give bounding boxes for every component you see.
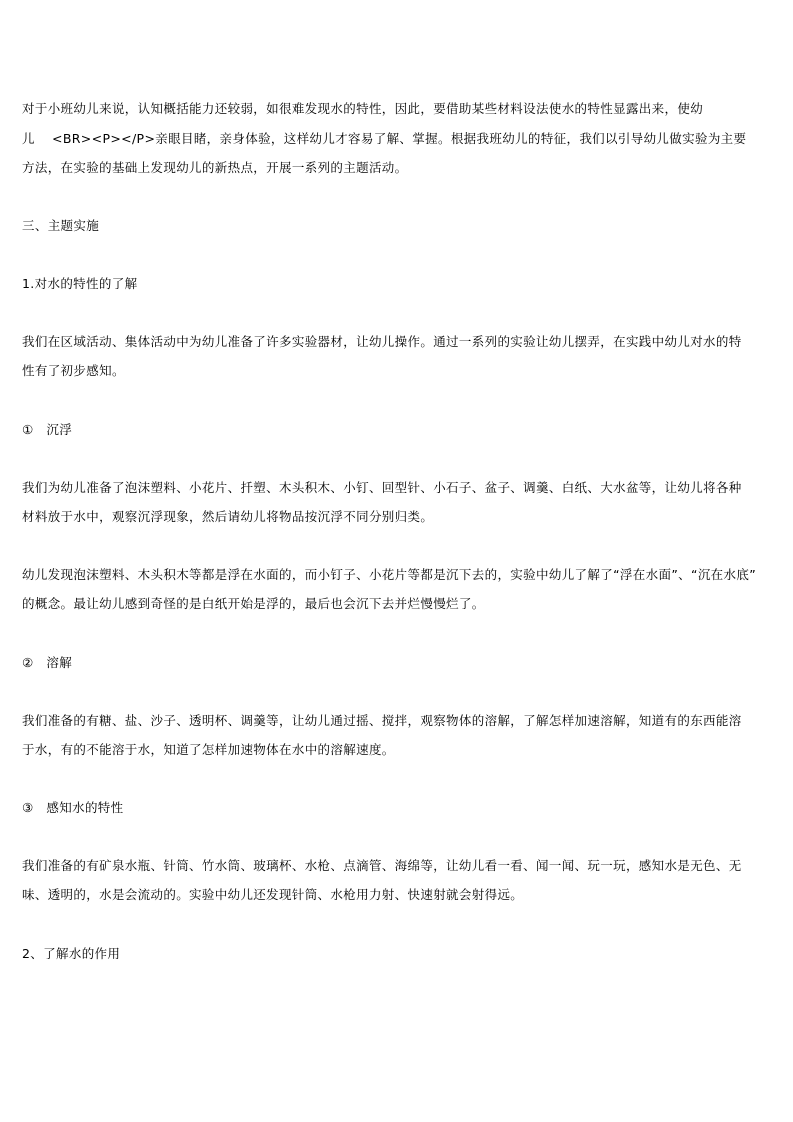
paragraph-dissolve-line-2: 于水，有的不能溶于水，知道了怎样加速物体在水中的溶解速度。: [22, 742, 395, 757]
paragraph-sink-float-line-1: 我们为幼儿准备了泡沫塑料、小花片、扦塑、木头积木、小钉、回型针、小石子、盆子、调羹、白纸、大水盆等，让幼儿将各种: [22, 480, 742, 495]
paragraph-perceive-line-1: 我们准备的有矿泉水瓶、针筒、竹水筒、玻璃杯、水枪、点滴管、海绵等，让幼儿看一看、闻一闻、玩一玩，感知水是无色、无: [22, 858, 742, 873]
item-heading-perceive-water: ③ 感知水的特性: [22, 800, 124, 815]
subsection-heading-water-properties: 1.对水的特性的了解: [22, 276, 138, 291]
paragraph-observation-line-2: 的概念。最让幼儿感到奇怪的是白纸开始是浮的，最后也会沉下去并烂慢慢烂了。: [22, 596, 485, 611]
paragraph-intro-line-2: 儿 <BR><P></P>亲眼目睹，亲身体验，这样幼儿才容易了解、掌握。根据我班幼儿的特征，我们以引导幼儿做实验为主要: [22, 131, 747, 146]
paragraph-intro-line-3: 方法，在实验的基础上发现幼儿的新热点，开展一系列的主题活动。: [22, 160, 408, 175]
paragraph-dissolve-line-1: 我们准备的有糖、盐、沙子、透明杯、调羹等，让幼儿通过摇、搅拌，观察物体的溶解，了解怎样加速溶解，知道有的东西能溶: [22, 713, 742, 728]
paragraph-observation-line-1: 幼儿发现泡沫塑料、木头积木等都是浮在水面的，而小钉子、小花片等都是沉下去的，实验中幼儿了解了“浮在水面”、“沉在水底”: [22, 567, 757, 582]
paragraph-perceive-line-2: 味、透明的，水是会流动的。实验中幼儿还发现针筒、水枪用力射、快速射就会射得远。: [22, 887, 524, 902]
item-heading-dissolve: ② 溶解: [22, 655, 73, 670]
paragraph-sink-float-line-2: 材料放于水中，观察沉浮现象，然后请幼儿将物品按沉浮不同分别归类。: [22, 509, 434, 524]
paragraph-experiments-line-2: 性有了初步感知。: [22, 363, 125, 378]
paragraph-intro-line-1: 对于小班幼儿来说，认知概括能力还较弱，如很难发现水的特性，因此，要借助某些材料设法使水的特性显露出来，使幼: [22, 101, 704, 116]
subsection-heading-water-uses: 2、了解水的作用: [22, 946, 121, 961]
section-heading-implementation: 三、主题实施: [22, 218, 100, 233]
paragraph-experiments-line-1: 我们在区域活动、集体活动中为幼儿准备了许多实验器材，让幼儿操作。通过一系列的实验让幼儿摆弄，在实践中幼儿对水的特: [22, 334, 742, 349]
item-heading-sink-float: ① 沉浮: [22, 422, 73, 437]
